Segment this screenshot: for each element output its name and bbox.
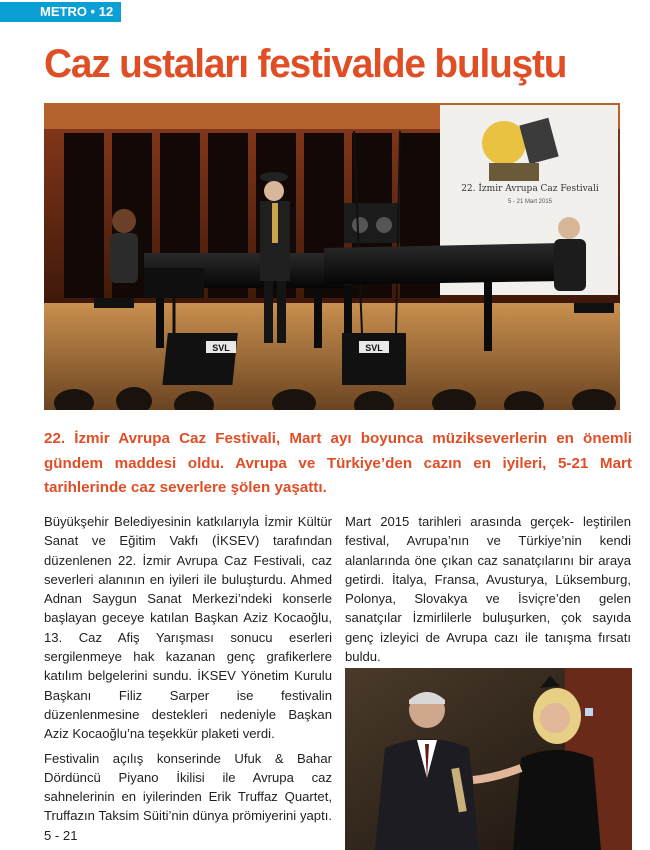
section-label: METRO • 12: [0, 2, 121, 22]
body-paragraph: Mart 2015 tarihleri arasında gerçek- leştirilen festival, Avrupa’nın ve Türkiye’nin kendi alanlarında öne çıkan caz sanatçılarını bir araya getirdi. İtalya, Fransa, Avusturya, Lüksemburg, Polonya, Slovakya ve İsviçre’den gelen sanatçılar İzmirlilerle buluşurken, çok sayıda genç izleyici de Avrupa cazı ile tanışma fırsatı buldu.: [345, 514, 631, 665]
award-ceremony-illustration: [345, 668, 632, 850]
award-ceremony-photo: [345, 668, 632, 850]
speaker-label-right: SVL: [365, 343, 383, 353]
body-paragraph: Festivalin açılış konserinde Ufuk & Bahar Dördüncü Piyano İkilisi ile Avrupa caz sahnelerinin en iyilerinden Erik Truffaz Quartet, Truffazın Taksim Süiti’nin dünya prömiyerini yaptı. 5 - 21: [44, 750, 332, 843]
headline: Caz ustaları festivalde buluştu: [44, 42, 567, 86]
body-paragraph: Büyükşehir Belediyesinin katkılarıyla İzmir Kültür Sanat ve Eğitim Vakfı (İKSEV) tarafından düzenlenen 22. İzmir Avrupa Caz Festivali, caz severleri alanının en iyileri ile buluşturdu. Ahmed Adnan Saygun Sanat Merkezi’ndeki konserle başlayan geceye katılan Başkan Aziz Kocaoğlu, 13. Caz Afiş Yarışması sonucu eserleri sergilenmeye hak kazanan genç grafikerlere katılım belgelerini sundu. İKSEV Yönetim Kurulu Başkanı Filiz Sarper ise festivalin düzenlenmesine destekleri nedeniyle Başkan Aziz Kocaoğlu’na teşekkür plaketi verdi.: [44, 514, 332, 742]
speaker-label-left: SVL: [212, 343, 230, 353]
concert-stage-illustration: [44, 103, 620, 410]
poster-dates: 5 - 21 Mart 2015: [507, 199, 553, 205]
body-column-right: [345, 512, 631, 671]
lead-paragraph: 22. İzmir Avrupa Caz Festivali, Mart ayı boyunca müzikseverlerin en önemli gündem maddesi oldu. Avrupa ve Türkiye’den cazın en iyileri, 5-21 Mart tarihlerinde caz severlere şölen yaşattı.: [44, 430, 632, 496]
concert-stage-photo: [44, 103, 620, 410]
poster-title: 22. İzmir Avrupa Caz Festivali: [461, 184, 599, 194]
body-column-left: [44, 512, 332, 850]
